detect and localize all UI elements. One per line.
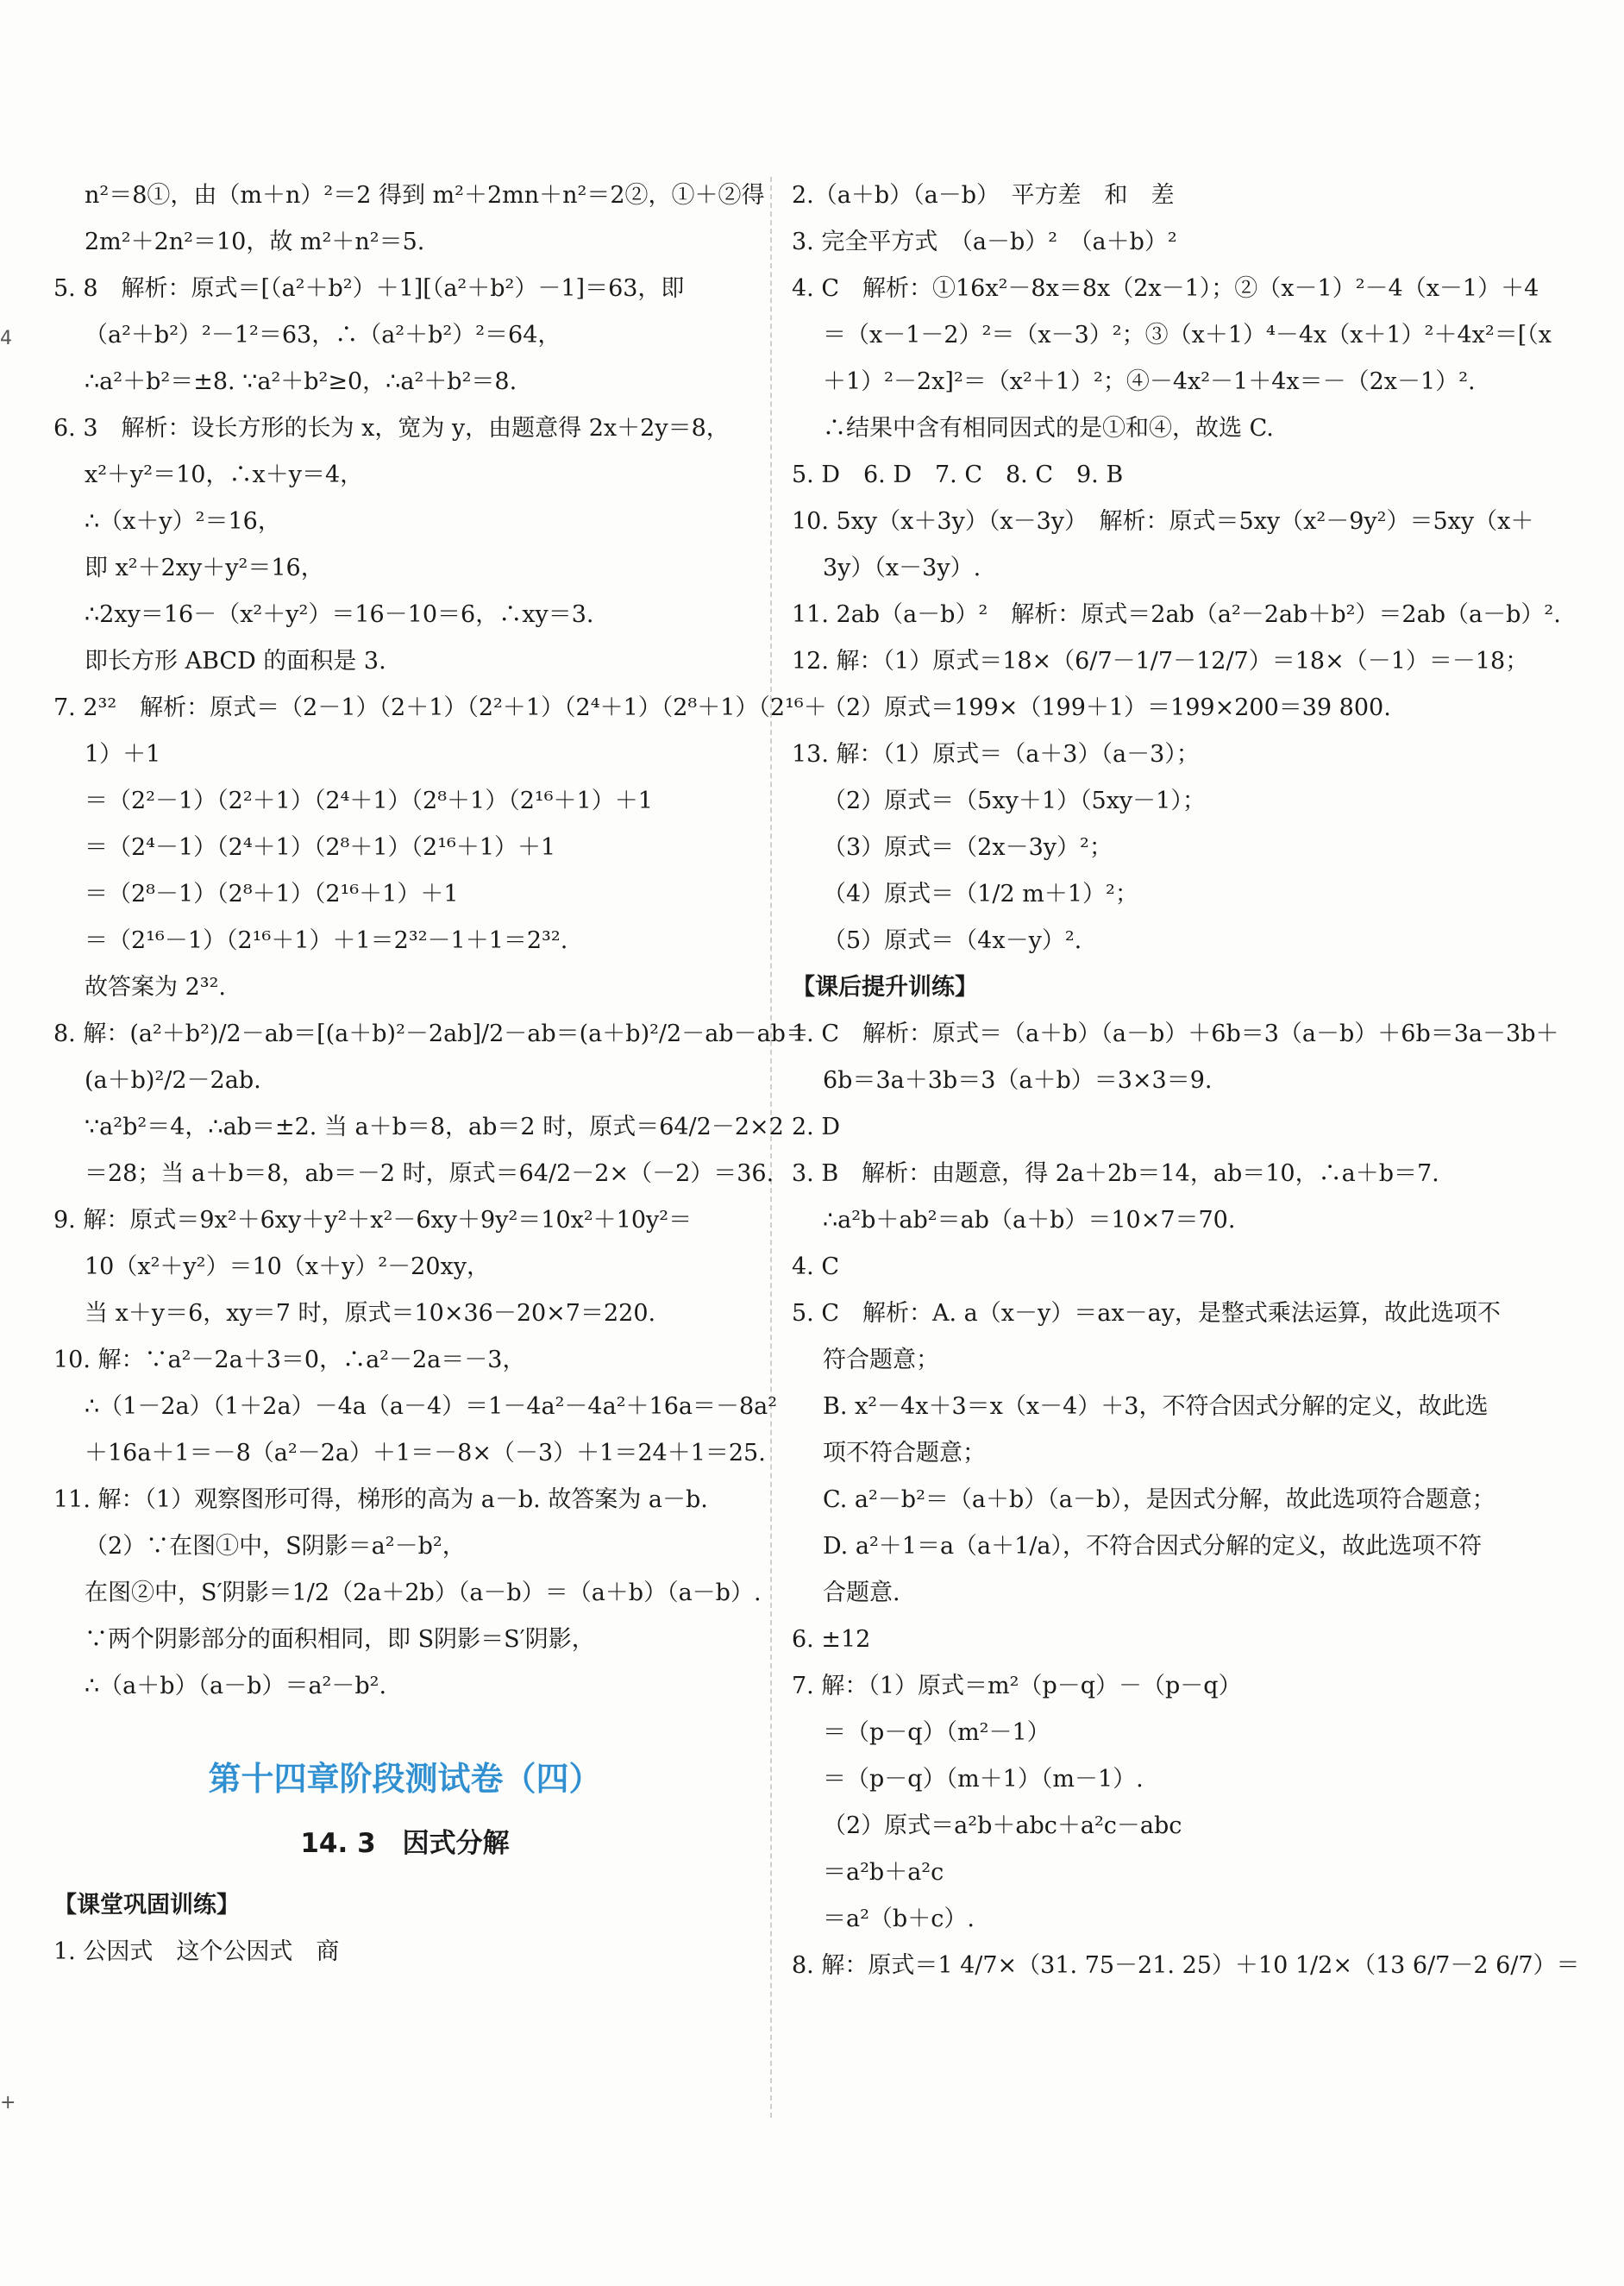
answer-line: 12. 解：（1）原式＝18×（6/7－1/7－12/7）＝18×（－1）＝－18；	[792, 648, 1529, 675]
answer-line: ＝（x－1－2）²＝（x－3）²；③（x＋1）⁴－4x（x＋1）²＋4x²＝[（x	[823, 322, 1552, 349]
answer-line: 在图②中，S′阴影＝1/2（2a＋2b）（a－b）＝（a＋b）（a－b）.	[85, 1579, 762, 1606]
answer-line: 4. C	[792, 1253, 840, 1280]
answer-line: （4）原式＝（1/2 m＋1）²；	[823, 881, 1138, 907]
answer-line: 当 x＋y＝6，xy＝7 时，原式＝10×36－20×7＝220.	[85, 1300, 656, 1327]
section-header-after-class: 【课后提升训练】	[792, 974, 978, 1001]
answer-line: （2）原式＝a²b＋abc＋a²c－abc	[823, 1812, 1182, 1839]
answer-line: 8. 解：原式＝1 4/7×（31. 75－21. 25）＋10 1/2×（13 6/7－2 6/7）＝	[792, 1952, 1580, 1979]
answer-line: 10（x²＋y²）＝10（x＋y）²－20xy，	[85, 1253, 490, 1280]
answer-line: 3. B 解析：由题意，得 2a＋2b＝14，ab＝10，∴a＋b＝7.	[792, 1160, 1439, 1187]
answer-line: （2）原式＝199×（199＋1）＝199×200＝39 800.	[823, 694, 1391, 721]
section-title: 14. 3 因式分解	[300, 1828, 510, 1859]
answer-line: ∴2xy＝16－（x²＋y²）＝16－10＝6，∴xy＝3.	[85, 601, 594, 628]
answer-line: ＝（2⁴－1）（2⁴＋1）（2⁸＋1）（2¹⁶＋1）＋1	[85, 834, 556, 861]
answer-line: ∴（a＋b）（a－b）＝a²－b².	[85, 1673, 387, 1699]
answer-line: 即 x²＋2xy＋y²＝16，	[85, 555, 324, 581]
answer-line: ∴（1－2a）（1＋2a）－4a（a－4）＝1－4a²－4a²＋16a＝－8a²	[85, 1393, 778, 1420]
answer-line: 7. 2³² 解析：原式＝（2－1）（2＋1）（2²＋1）（2⁴＋1）（2⁸＋1）（2¹⁶＋	[53, 694, 827, 721]
answer-line: 1. C 解析：原式＝（a＋b）（a－b）＋6b＝3（a－b）＋6b＝3a－3b＋	[792, 1021, 1559, 1047]
answer-line: ＋16a＋1＝－8（a²－2a）＋1＝－8×（－3）＋1＝24＋1＝25.	[85, 1440, 766, 1466]
answer-line: 6. ±12	[792, 1626, 871, 1653]
answer-line: ∴结果中含有相同因式的是①和④，故选 C.	[823, 415, 1274, 442]
answer-line: 2m²＋2n²＝10，故 m²＋n²＝5.	[85, 229, 425, 255]
answer-line: 2. D	[792, 1114, 840, 1140]
answer-line: ∴（x＋y）²＝16，	[85, 508, 281, 535]
edge-mark: +	[0, 2092, 16, 2113]
answer-line: (a＋b)²/2－2ab.	[85, 1067, 261, 1094]
answer-line: 项不符合题意；	[823, 1440, 986, 1466]
answer-line: 7. 解：（1）原式＝m²（p－q）－（p－q）	[792, 1673, 1242, 1699]
answer-line: 9. 解：原式＝9x²＋6xy＋y²＋x²－6xy＋9y²＝10x²＋10y²＝	[53, 1207, 693, 1234]
answer-line: ∵两个阴影部分的面积相同，即 S阴影＝S′阴影，	[85, 1626, 595, 1653]
answer-line: ＝（p－q）（m²－1）	[823, 1719, 1050, 1746]
answer-line: （2）原式＝（5xy＋1）（5xy－1）；	[823, 788, 1206, 814]
answer-line: 6. 3 解析：设长方形的长为 x，宽为 y，由题意得 2x＋2y＝8，	[53, 415, 730, 442]
right-column	[792, 173, 1580, 1989]
answer-line: 故答案为 2³².	[85, 974, 226, 1001]
answer-line: （5）原式＝（4x－y）².	[823, 927, 1082, 954]
answer-line: 5. 8 解析：原式＝[（a²＋b²）＋1][（a²＋b²）－1]＝63，即	[53, 275, 685, 302]
answer-line: C. a²－b²＝（a＋b）（a－b），是因式分解，故此选项符合题意；	[823, 1486, 1495, 1513]
answer-line: ＝（2²－1）（2²＋1）（2⁴＋1）（2⁸＋1）（2¹⁶＋1）＋1	[85, 788, 653, 814]
answer-line: x²＋y²＝10，∴x＋y＝4，	[85, 462, 364, 488]
answer-line: 13. 解：（1）原式＝（a＋3）（a－3）；	[792, 741, 1200, 768]
answer-line: 3y）（x－3y）.	[823, 555, 981, 581]
answer-line: 5. D 6. D 7. C 8. C 9. B	[792, 462, 1124, 488]
answer-line: ＋1）²－2x]²＝（x²＋1）²；④－4x²－1＋4x＝－（2x－1）².	[823, 368, 1476, 395]
right-answer-lines	[792, 173, 1561, 964]
answer-line: 4. C 解析：①16x²－8x＝8x（2x－1）；②（x－1）²－4（x－1）＋4	[792, 275, 1539, 302]
answer-line: 11. 2ab（a－b）² 解析：原式＝2ab（a²－2ab＋b²）＝2ab（a－b）².	[792, 601, 1561, 628]
answer-line: 1. 公因式 这个公因式 商	[53, 1938, 340, 1965]
answer-line: D. a²＋1＝a（a＋1/a），不符合因式分解的定义，故此选项不符	[823, 1533, 1483, 1560]
answer-line: 即长方形 ABCD 的面积是 3.	[85, 648, 386, 675]
answer-line: 6b＝3a＋3b＝3（a＋b）＝3×3＝9.	[823, 1067, 1213, 1094]
left-tail-lines	[53, 1929, 756, 1975]
answer-line: 合题意.	[823, 1579, 900, 1606]
answer-line: （a²＋b²）²－1²＝63，∴（a²＋b²）²＝64，	[85, 322, 561, 349]
answer-line: ＝（p－q）（m＋1）（m－1）.	[823, 1766, 1144, 1793]
answer-line: ∴a²＋b²＝±8. ∵a²＋b²≥0，∴a²＋b²＝8.	[85, 368, 517, 395]
answer-line: 5. C 解析：A. a（x－y）＝ax－ay，是整式乘法运算，故此选项不	[792, 1300, 1501, 1327]
answer-line: ＝a²（b＋c）.	[823, 1906, 975, 1932]
answer-line: ＝（2⁸－1）（2⁸＋1）（2¹⁶＋1）＋1	[85, 881, 459, 907]
answer-line: ＝a²b＋a²c	[823, 1859, 944, 1886]
answer-line: （2）∵在图①中，S阴影＝a²－b²，	[85, 1533, 466, 1560]
answer-line: 3. 完全平方式 （a－b）² （a＋b）²	[792, 229, 1177, 255]
answer-line: ∵a²b²＝4，∴ab＝±2. 当 a＋b＝8，ab＝2 时，原式＝64/2－2×2	[85, 1114, 784, 1140]
answer-line: 11. 解：（1）观察图形可得，梯形的高为 a－b. 故答案为 a－b.	[53, 1486, 708, 1513]
answer-line: 10. 解：∵a²－2a＋3＝0，∴a²－2a＝－3，	[53, 1347, 526, 1373]
answer-line: B. x²－4x＋3＝x（x－4）＋3，不符合因式分解的定义，故此选	[823, 1393, 1489, 1420]
answer-line: 8. 解：(a²＋b²)/2－ab＝[(a＋b)²－2ab]/2－ab＝(a＋b)²/2－ab－ab＝	[53, 1021, 809, 1047]
answer-line: ＝（2¹⁶－1）（2¹⁶＋1）＋1＝2³²－1＋1＝2³².	[85, 927, 568, 954]
answer-line: n²＝8①，由（m＋n）²＝2 得到 m²＋2mn＋n²＝2②，①＋②得	[85, 182, 765, 209]
answer-line: 符合题意；	[823, 1347, 939, 1373]
answer-line: ∴a²b＋ab²＝ab（a＋b）＝10×7＝70.	[823, 1207, 1236, 1234]
edge-mark: 4	[0, 328, 12, 349]
right-tail-lines	[792, 1011, 1580, 1989]
chapter-title: 第十四章阶段测试卷（四）	[208, 1760, 602, 1798]
answer-line: 10. 5xy（x＋3y）（x－3y） 解析：原式＝5xy（x²－9y²）＝5xy（x＋	[792, 508, 1534, 535]
answer-line: 1）＋1	[85, 741, 161, 768]
section-header-classroom: 【课堂巩固训练】	[53, 1892, 240, 1919]
answer-line: 2.（a＋b）（a－b） 平方差 和 差	[792, 182, 1175, 209]
answer-line: ＝28；当 a＋b＝8，ab＝－2 时，原式＝64/2－2×（－2）＝36.	[85, 1160, 774, 1187]
answer-line: （3）原式＝（2x－3y）²；	[823, 834, 1113, 861]
